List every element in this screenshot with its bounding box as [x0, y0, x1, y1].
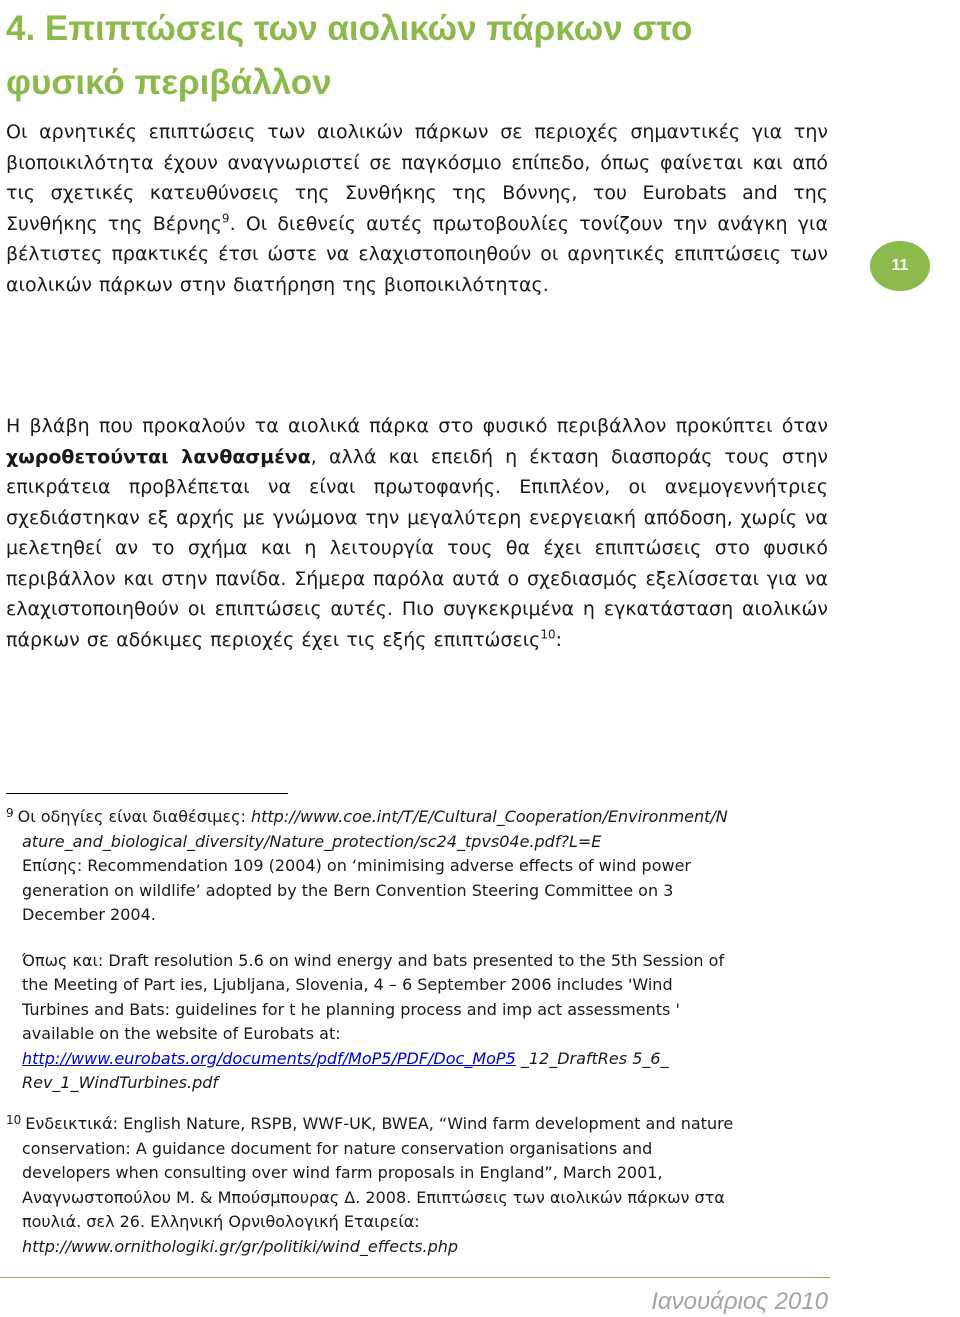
footnote-9-coe-url-cont[interactable]: ature_and_biological_diversity/Nature_protection/sc24_tpvs04e.pdf?L=E	[22, 831, 602, 851]
eurobats-link-rest: _12_DraftRes 5_6_	[515, 1048, 669, 1068]
footnote-10-line-5: πουλιά. σελ 26. Ελληνική Ορνιθολογική Εταιρεία:	[22, 1212, 420, 1231]
footnote-9-line-11: Rev_1_WindTurbines.pdf	[22, 1073, 219, 1092]
paragraph-intro	[6, 117, 828, 300]
paragraph-intro-text-a: Οι αρνητικές επιπτώσεις των αιολικών πάρκων σε περιοχές σημαντικές για την βιοποικιλότητα έχουν αναγνωριστεί σε παγκόσμιο επίπεδο, όπως φαίνεται και από τις σχετικές κατευθύνσεις της Συνθήκης της Βόννης, του Eurobats and της Συνθήκης της Βέρνης	[6, 121, 828, 235]
footnote-9-line-6: Όπως και: Draft resolution 5.6 on wind energy and bats presented to the 5th Session of	[22, 950, 725, 970]
footer-rule	[0, 1277, 830, 1278]
footnote-10-line-1	[6, 1112, 836, 1137]
footnote-10-line-2: conservation: A guidance document for nature conservation organisations and	[22, 1138, 653, 1158]
paragraph-impacts-text-b: , αλλά και επειδή η έκταση διασποράς τους στην επικράτεια προβλέπεται να είναι πρωτοφανής. Επιπλέον, οι ανεμογεννήτριες σχεδιάστηκαν εξ αρχής με γνώμονα την μεγαλύτερη ενεργειακή απόδοση, χωρίς να μελετηθεί αν το σχήμα και η λειτουργία τους θα έχει επιπτώσεις στο φυσικό περιβάλλον και στην πανίδα. Σήμερα παρόλα αυτά ο σχεδιασμός εξελίσσεται για να ελαχιστοποιηθούν οι επιπτώσεις αυτές. Πιο συγκεκριμένα η εγκατάσταση αιολικών πάρκων σε αδόκιμες περιοχές έχει τις εξής επιπτώσεις	[6, 445, 828, 651]
footnote-9-intro: Οι οδηγίες είναι διαθέσιμες:	[17, 807, 251, 826]
footnote-9-line-9: available on the website of Eurobats at:	[22, 1024, 341, 1043]
paragraph-impacts-text-c: :	[555, 628, 562, 651]
eurobats-link[interactable]: http://www.eurobats.org/documents/pdf/MoP5/PDF/Doc_MoP5	[22, 1048, 516, 1068]
paragraph-impacts-bold: χωροθετούνται λανθασμένα	[6, 445, 311, 468]
footnote-10-line-1-text: Ενδεικτικά: English Nature, RSPB, WWF-UK, BWEA, “Wind farm development and nature	[25, 1114, 734, 1133]
footnote-9-line-3: Επίσης: Recommendation 109 (2004) on ‘minimising adverse effects of wind power	[22, 856, 692, 875]
footnote-9-line-8: Turbines and Bats: guidelines for t he planning process and imp act assessments '	[22, 999, 680, 1019]
footnote-9-line-1	[6, 805, 836, 830]
ornithologiki-url[interactable]: http://www.ornithologiki.gr/gr/politiki/wind_effects.php	[22, 1236, 459, 1256]
page-number-badge	[870, 241, 930, 291]
paragraph-impacts-text-a: Η βλάβη που προκαλούν τα αιολικά πάρκα στο φυσικό περιβάλλον προκύπτει όταν	[6, 415, 828, 437]
heading-line-2: φυσικό περιβάλλον	[6, 63, 332, 102]
paragraph-impacts	[6, 411, 828, 655]
footnote-9-spacer	[6, 928, 836, 949]
footnote-separator	[6, 793, 288, 794]
footnote-10-line-4: Αναγνωστοπούλου Μ. & Μπούσμπουρας Δ. 2008. Επιπτώσεις των αιολικών πάρκων στα	[22, 1187, 725, 1207]
footnote-9-line-10	[6, 1047, 836, 1072]
footnote-9-line-5: December 2004.	[22, 905, 156, 924]
footnote-9-line-4: generation on wildlife’ adopted by the Bern Convention Steering Committee on 3	[22, 880, 674, 900]
footnote-ref-9[interactable]: 9	[221, 211, 230, 226]
page-number: 11	[891, 257, 909, 274]
section-heading	[6, 2, 836, 110]
footnote-ref-10[interactable]: 10	[540, 627, 556, 642]
footnote-9-number: 9	[6, 806, 14, 820]
footnote-10	[6, 1112, 836, 1259]
footnote-9-coe-url[interactable]: http://www.coe.int/T/E/Cultural_Cooperation/Environment/N	[250, 807, 728, 826]
heading-line-1: 4. Επιπτώσεις των αιολικών πάρκων στο	[6, 9, 693, 48]
footnote-10-number: 10	[6, 1113, 22, 1127]
footnote-9	[6, 805, 836, 1096]
footnote-10-line-3: developers when consulting over wind farm proposals in England”, March 2001,	[22, 1163, 663, 1182]
footnote-9-line-7: the Meeting of Part ies, Ljubljana, Slovenia, 4 – 6 September 2006 includes 'Wind	[22, 975, 673, 994]
paragraph-intro-text-b: . Οι διεθνείς αυτές πρωτοβουλίες τονίζουν την ανάγκη για βέλτιστες πρακτικές έτσι ώστε να ελαχιστοποιηθούν οι αρνητικές επιπτώσεις των αιολικών πάρκων στην διατήρηση της βιοποικιλότητας.	[6, 212, 828, 296]
footer-date: Ιανουάριος 2010	[651, 1288, 828, 1315]
